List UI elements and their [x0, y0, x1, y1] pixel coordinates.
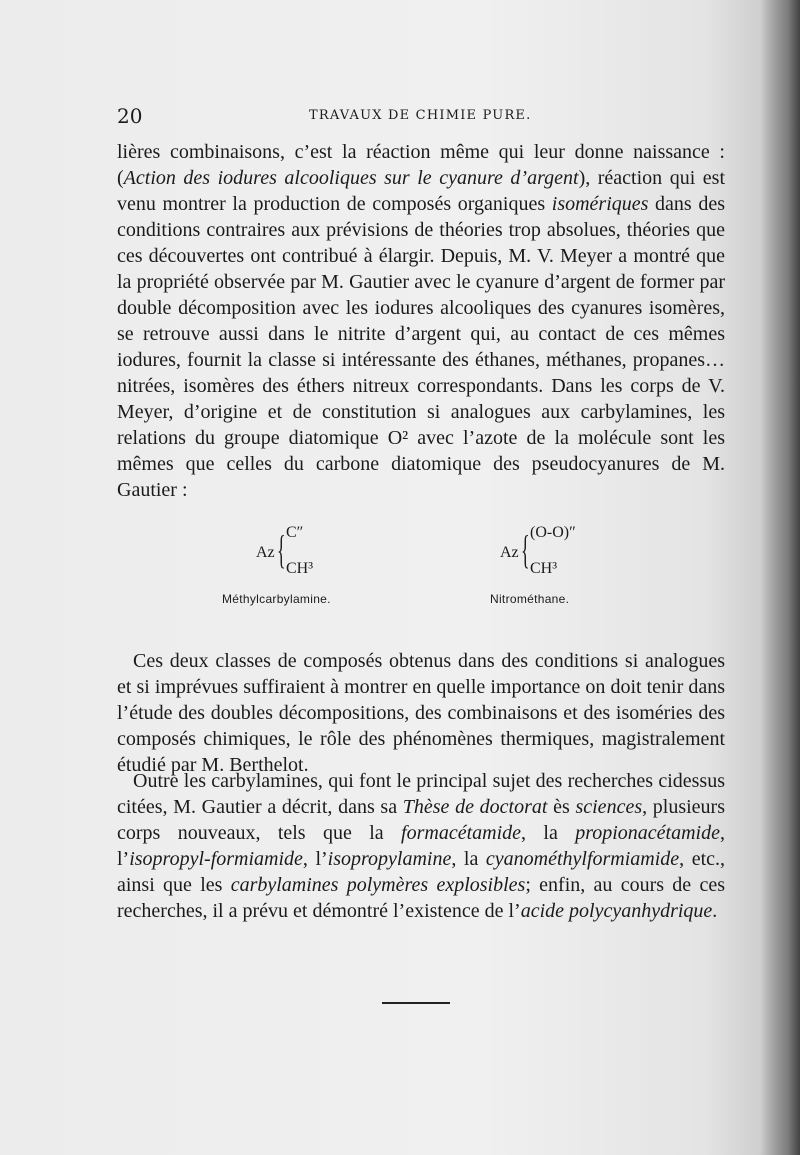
p3-italic: isopropyl-formiamide: [129, 848, 303, 870]
p3-text: Outre les carbylamines, qui font le principal sujet des recherches cidessus citées, M. Gautier a décrit, dans sa: [117, 770, 725, 818]
p3-italic: cyanométhylformiamide: [485, 848, 680, 870]
formula-az: Az: [256, 544, 275, 561]
p3-italic: Thèse de doctorat: [402, 796, 548, 818]
p3-text: ès: [547, 796, 576, 818]
p3-text: , l’: [302, 848, 328, 870]
formula-bottom-group: CH³: [286, 560, 314, 577]
formula-caption-right: Nitrométhane.: [490, 592, 570, 606]
p3-text: , plusieurs corps nouveaux, tels que la: [117, 796, 726, 844]
p3-italic: isopropylamine: [327, 848, 452, 870]
page-gutter-shadow: [760, 0, 800, 1155]
formula-az: Az: [500, 544, 519, 561]
paragraph-1-text-c: dans des conditions contraires aux prévisions de théories trop absolues, théories que ces découvertes ont contribué à élargir. Depuis, M. V. Meyer a montré que la propriété observée par M. Gautier avec le cyanure d’argent de former par double décomposition avec les iodures alcooliques des cyanures isomères, se retrouve aussi dans le nitrite d’argent qui, au contact de ces mêmes iodures, fournit la classe si intéressante des éthanes, méthanes, propanes… nitrées, isomères des éthers nitreux correspondants. Dans les corps de V. Meyer, d’origine et de constitution si analogues aux carbylamines, les relations du groupe diatomique O² avec l’azote de la molécule sont les mêmes que celles du carbone diatomique des pseudocyanures de M. Gautier :: [117, 193, 725, 501]
page-header: [117, 104, 740, 128]
paragraph-1: [117, 139, 725, 503]
page-number: 20: [117, 104, 143, 128]
paragraph-3: [117, 768, 725, 924]
paragraph-1-italic-b: isomériques: [551, 193, 649, 215]
p3-text: .: [712, 900, 718, 922]
paragraph-2: [117, 648, 725, 778]
formula-bottom-group: CH³: [530, 560, 558, 577]
paragraph-1-text-b: ), réaction qui est venu montrer la production de composés organiques: [117, 167, 726, 215]
p3-text: , l’: [117, 822, 725, 870]
running-title: TRAVAUX DE CHIMIE PURE.: [309, 108, 532, 123]
p3-italic: carbylamines polymères explosibles: [230, 874, 526, 896]
formula-methylcarbylamine: [256, 522, 336, 582]
p3-italic: sciences: [575, 796, 643, 818]
p3-italic: acide polycyanhydrique: [520, 900, 713, 922]
paragraph-1-text-a: lières combinaisons, c’est la réaction même qui leur donne naissance : (: [117, 141, 725, 189]
p3-text: , la: [451, 848, 486, 870]
paragraph-2-text: Ces deux classes de composés obtenus dans des conditions si analogues et si imprévues suffiraient à montrer en quelle importance on doit tenir dans l’étude des doubles décompositions, des combinaisons et des isoméries des composés chimiques, le rôle des phénomènes thermiques, magistralement étudié par M. Berthelot.: [117, 650, 725, 776]
formula-caption-left: Méthylcarbylamine.: [222, 592, 331, 606]
p3-text: ; enfin, au cours de ces recherches, il a prévu et démontré l’existence de l’: [117, 874, 725, 922]
p3-text: , la: [521, 822, 576, 844]
section-end-rule: [382, 1002, 450, 1004]
p3-italic: propionacétamide: [575, 822, 720, 844]
formula-top-group: (O-O)″: [530, 524, 576, 541]
p3-italic: formacétamide: [401, 822, 522, 844]
formula-top-group: C″: [286, 524, 304, 541]
formula-brace: {: [521, 527, 530, 572]
formula-nitromethane: [500, 522, 580, 582]
formula-brace: {: [277, 527, 286, 572]
p3-text: , etc., ainsi que les: [117, 848, 725, 896]
paragraph-1-italic-a: Action des iodures alcooliques sur le cyanure d’argent: [123, 167, 579, 189]
